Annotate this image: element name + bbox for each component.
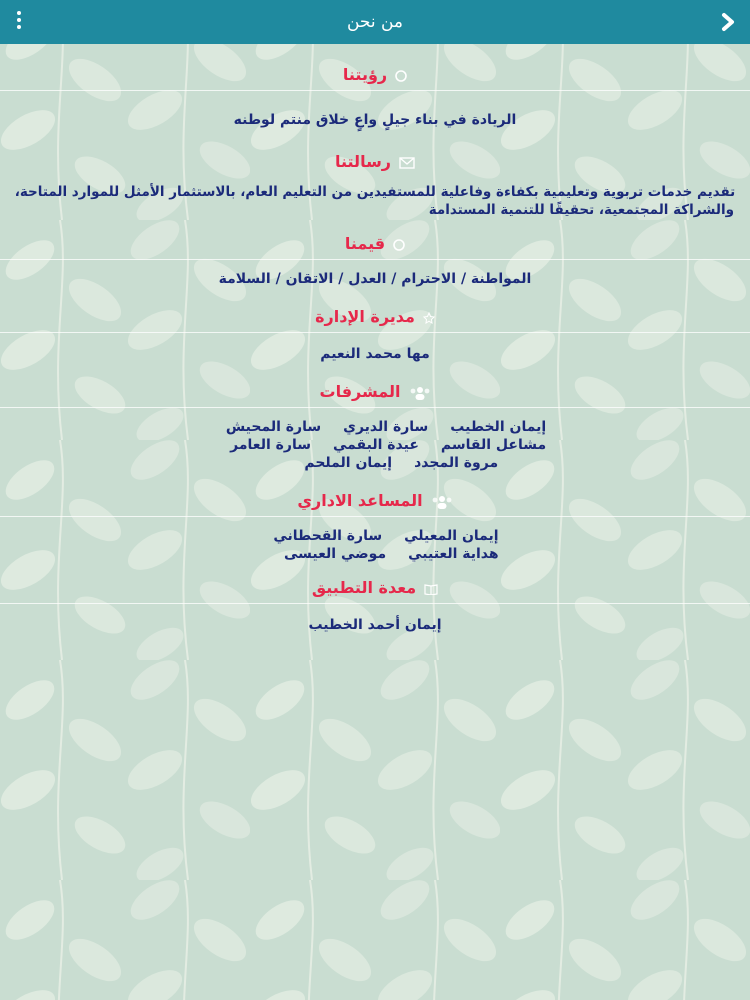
principal-name: مها محمد النعيم [320,346,430,362]
supervisor-name: إيمان الملحم [304,455,393,471]
admin-assistant-list [0,527,750,563]
group-icon [409,386,431,400]
supervisor-name: عيدة البقمي [332,437,419,453]
about-content [0,44,750,634]
supervisor-name: مشاعل القاسم [440,437,547,453]
divider [0,259,750,260]
supervisor-name: سارة الديري [343,419,429,435]
principal-heading: مديرة الإدارة [0,302,750,332]
mission-heading: رسالتنا [0,147,750,177]
vision-heading: رؤيتنا [0,60,750,90]
page-title: من نحن [346,12,404,32]
group-icon [431,495,453,509]
assistant-name: سارة القحطاني [273,528,383,544]
supervisor-name: إيمان الخطيب [450,419,547,435]
values-text: المواطنة / الاحترام / العدل / الاتقان / السلامة [218,271,532,287]
supervisor-name: سارة العامر [230,437,311,453]
vision-text: الريادة في بناء جيلٍ واعٍ خلاق منتم لوطنه [233,112,517,128]
divider [0,90,750,91]
divider [0,603,750,604]
supervisor-name: مروة المجدد [414,455,499,471]
book-icon [424,583,438,595]
supervisor-name: سارة المحيش [225,419,322,435]
supervisors-list [0,418,750,472]
mission-text-line2: والشراكة المجتمعية، تحقيقًا للتنمية المستدامة [428,202,734,218]
app-author-name: إيمان أحمد الخطيب [308,617,442,633]
assistant-name: موضي العيسى [284,546,387,562]
circle-icon [393,239,405,251]
mission-text-line1: تقديم خدمات تربوية وتعليمية بكفاءة وفاعلية للمستفيدين من التعليم العام، بالاستثمار الأمثل للموارد المتاحة، [14,184,736,200]
values-heading: قيمنا [0,229,750,259]
divider [0,516,750,517]
top-app-bar [0,0,750,44]
star-icon [423,312,435,324]
kebab-menu-icon[interactable] [14,11,24,33]
circle-icon [395,70,407,82]
divider [0,407,750,408]
app-author-heading: معدة التطبيق [0,573,750,603]
chevron-left-icon[interactable] [718,12,738,32]
supervisors-heading: المشرفات [0,377,750,407]
assistant-name: إيمان المعيلي [404,528,499,544]
assistant-name: هداية العتيبي [408,546,499,562]
supervisors-names [204,418,546,472]
envelope-icon [399,157,415,169]
admin-assistant-heading: المساعد الاداري [0,486,750,516]
admin-assistant-names [251,527,498,563]
divider [0,332,750,333]
